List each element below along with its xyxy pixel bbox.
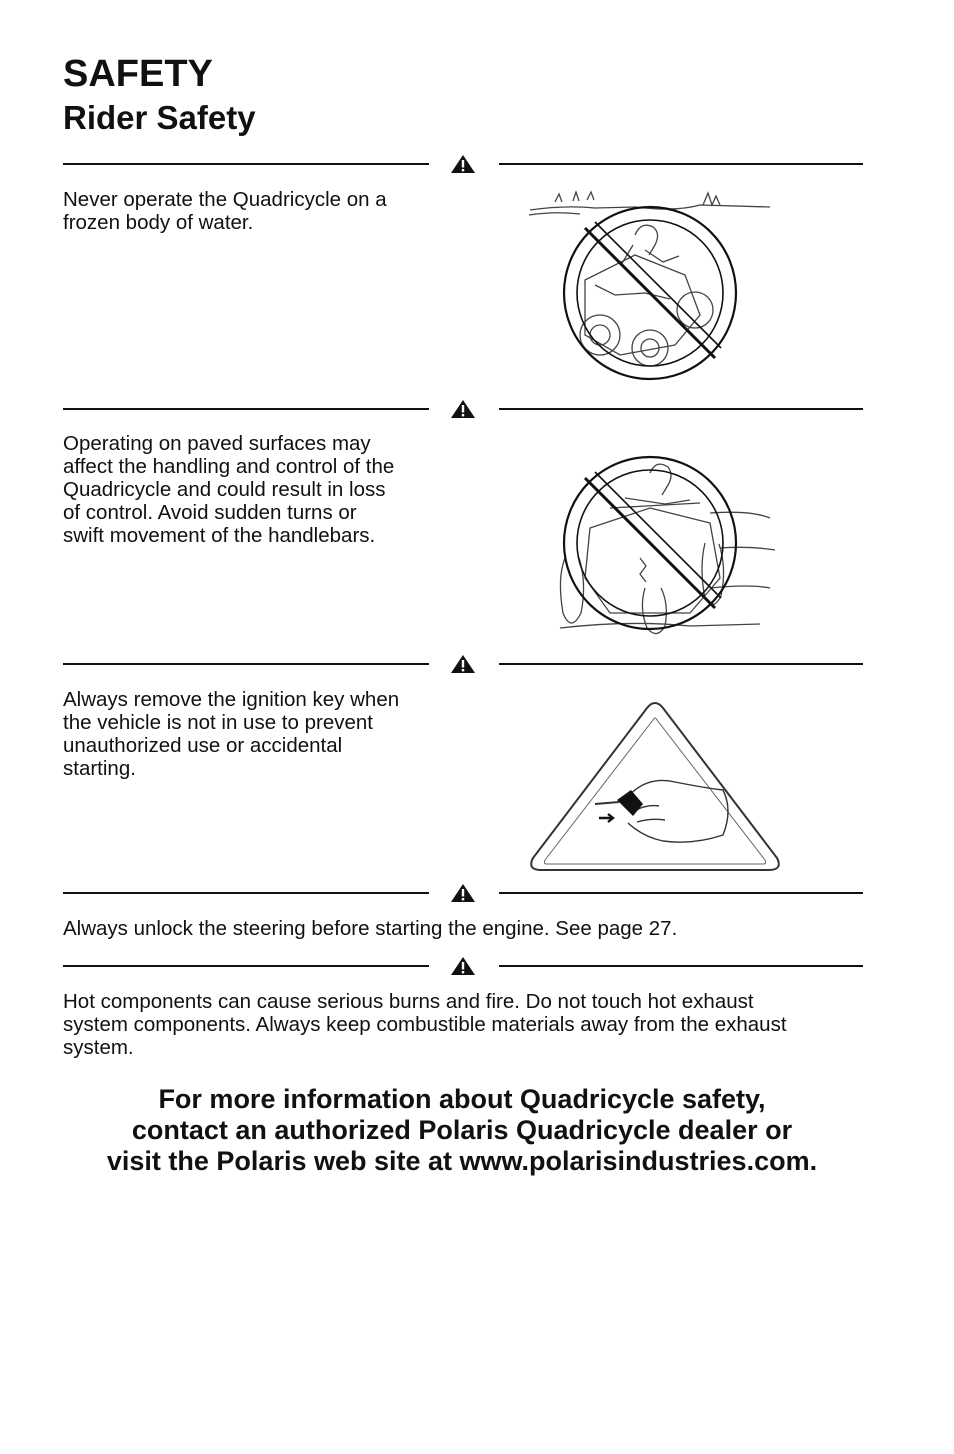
- no-frozen-water-icon: [525, 185, 775, 390]
- page-subtitle: Rider Safety: [63, 99, 256, 136]
- warning-triangle-icon: [450, 154, 476, 174]
- warning-text: Operating on paved surfaces may affect the handling and control of the Quadricycle and could result in loss of control. Avoid sudden turns or swift movement of the handlebars.: [63, 432, 395, 547]
- warning-triangle-icon: [450, 956, 476, 976]
- warning-text: Always remove the ignition key when the vehicle is not in use to prevent unauthorized use or accidental starting.: [63, 688, 400, 780]
- warning-text: Always unlock the steering before starting the engine. See page 27.: [63, 917, 678, 940]
- warning-divider: [63, 399, 863, 419]
- warning-triangle-icon: [450, 399, 476, 419]
- page-title: SAFETY: [63, 53, 213, 95]
- warning-divider: [63, 956, 863, 976]
- no-paved-surface-icon: [550, 448, 780, 643]
- warning-triangle-icon: [450, 883, 476, 903]
- remove-key-triangle-icon: [525, 700, 785, 875]
- warning-divider: [63, 883, 863, 903]
- warning-text: Never operate the Quadricycle on a frozen body of water.: [63, 188, 387, 234]
- warning-text: Hot components can cause serious burns and fire. Do not touch hot exhaust system components. Always keep combustible materials away from the exhaust system.: [63, 990, 787, 1059]
- warning-divider: [63, 654, 863, 674]
- warning-triangle-icon: [450, 654, 476, 674]
- warning-divider: [63, 154, 863, 174]
- closing-info: For more information about Quadricycle safety, contact an authorized Polaris Quadricycle dealer or visit the Polaris web site at www.polarisindustries.com.: [106, 1084, 818, 1176]
